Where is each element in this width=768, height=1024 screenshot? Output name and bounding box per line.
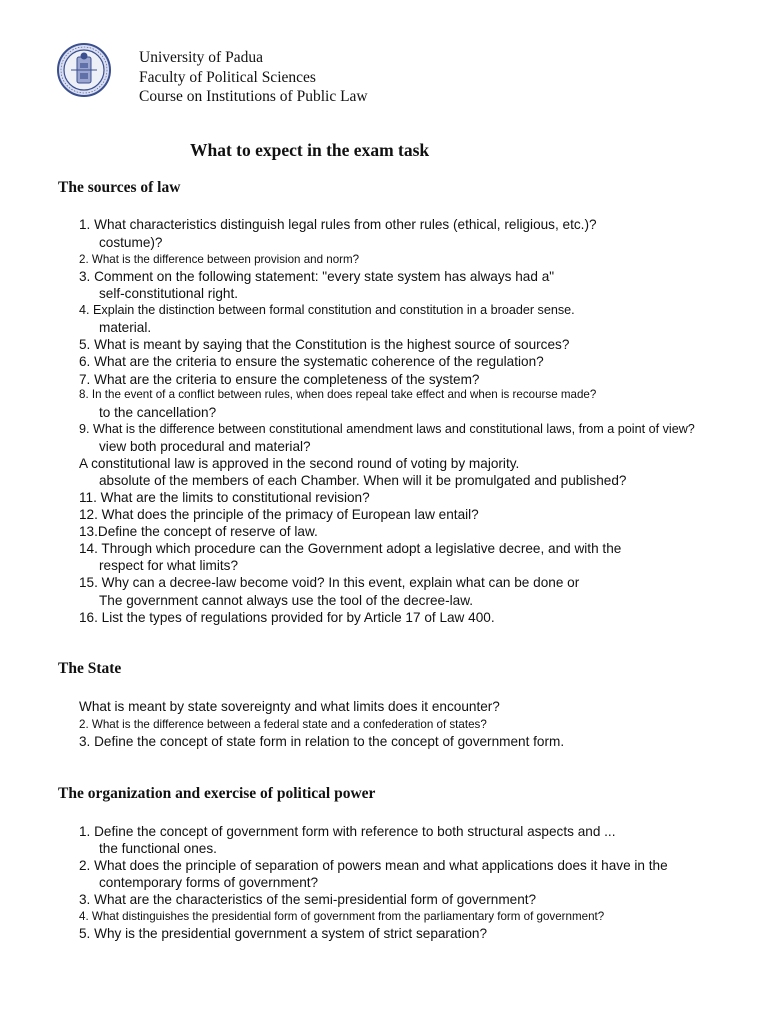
list-item-continuation: view both procedural and material? xyxy=(99,439,311,454)
section-title-political-power: The organization and exercise of political power xyxy=(58,785,376,802)
university-seal-icon xyxy=(57,43,111,97)
list-item-continuation: respect for what limits? xyxy=(99,558,239,573)
list-item-continuation: the functional ones. xyxy=(99,841,217,856)
list-item: 1. What characteristics distinguish legal rules from other rules (ethical, religious, etc.)? xyxy=(79,217,597,232)
list-item: 11. What are the limits to constitutional revision? xyxy=(79,490,370,505)
list-item: 6. What are the criteria to ensure the systematic coherence of the regulation? xyxy=(79,354,544,369)
list-item-continuation: material. xyxy=(99,320,152,335)
university-name: University of Padua xyxy=(139,49,263,66)
list-item: 3. What are the characteristics of the semi-presidential form of government? xyxy=(79,892,537,907)
list-item-continuation: to the cancellation? xyxy=(99,405,217,420)
list-item: 4. What distinguishes the presidential form of government from the parliamentary form of government? xyxy=(79,910,605,923)
list-item: 1. Define the concept of government form with reference to both structural aspects and ... xyxy=(79,824,616,839)
list-item: 14. Through which procedure can the Government adopt a legislative decree, and with the xyxy=(79,541,622,556)
list-item: 3. Comment on the following statement: "every state system has always had a" xyxy=(79,269,555,284)
list-item: 16. List the types of regulations provided for by Article 17 of Law 400. xyxy=(79,610,495,625)
list-item: A constitutional law is approved in the second round of voting by majority. xyxy=(79,456,520,471)
list-item: 4. Explain the distinction between formal constitution and constitution in a broader sense. xyxy=(79,303,575,317)
list-item: 12. What does the principle of the primacy of European law entail? xyxy=(79,507,479,522)
list-item: 5. What is meant by saying that the Constitution is the highest source of sources? xyxy=(79,337,570,352)
section-title-the-state: The State xyxy=(58,660,122,677)
list-item: 2. What does the principle of separation of powers mean and what applications does it have in the xyxy=(79,858,668,873)
list-item-continuation: costume)? xyxy=(99,235,163,250)
list-item: 7. What are the criteria to ensure the completeness of the system? xyxy=(79,372,480,387)
list-item: 8. In the event of a conflict between rules, when does repeal take effect and when is recourse made? xyxy=(79,388,597,401)
list-item: 2. What is the difference between provision and norm? xyxy=(79,253,360,266)
list-item-continuation: absolute of the members of each Chamber. When will it be promulgated and published? xyxy=(99,473,627,488)
list-item: 5. Why is the presidential government a system of strict separation? xyxy=(79,926,487,941)
list-item: 15. Why can a decree-law become void? In this event, explain what can be done or xyxy=(79,575,580,590)
list-item: 2. What is the difference between a federal state and a confederation of states? xyxy=(79,718,487,731)
list-item: 3. Define the concept of state form in relation to the concept of government form. xyxy=(79,734,565,749)
section-title-sources-of-law: The sources of law xyxy=(58,179,181,196)
page-title: What to expect in the exam task xyxy=(190,140,430,160)
list-item: 13.Define the concept of reserve of law. xyxy=(79,524,318,539)
list-item-continuation: contemporary forms of government? xyxy=(99,875,319,890)
list-item-continuation: The government cannot always use the tool of the decree-law. xyxy=(99,593,474,608)
list-item-continuation: self-constitutional right. xyxy=(99,286,239,301)
list-item: What is meant by state sovereignty and what limits does it encounter? xyxy=(79,699,500,714)
faculty-name: Faculty of Political Sciences xyxy=(139,68,316,86)
course-name: Course on Institutions of Public Law xyxy=(139,88,368,105)
institution-header xyxy=(139,48,368,107)
list-item: 9. What is the difference between constitutional amendment laws and constitutional laws, from a point of view? xyxy=(79,422,695,436)
